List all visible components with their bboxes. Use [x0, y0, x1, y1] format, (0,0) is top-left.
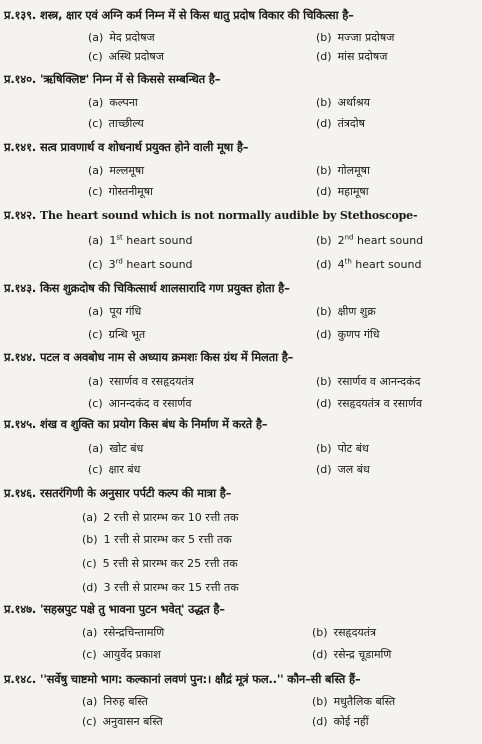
- question-text: किस शुक्रदोष की चिकित्सार्थ शालसारादि गण प्रयुक्त होता है–: [40, 281, 290, 295]
- question-text: 'ऋषिक्लिष्ट' निम्न में से किससे सम्बन्धित है–: [40, 72, 221, 86]
- option-text: 3rd heart sound: [108, 257, 193, 271]
- option-label: (c): [88, 185, 103, 198]
- answer-option[interactable]: [316, 441, 369, 456]
- option-text: मेद प्रदोषज: [109, 31, 155, 44]
- answer-option[interactable]: [312, 694, 395, 709]
- answer-option[interactable]: [316, 257, 421, 271]
- option-text: मल्लमूषा: [109, 164, 145, 177]
- question-number: प्र.१४७.: [4, 602, 37, 616]
- question-number: प्र.१४३.: [4, 281, 37, 295]
- question-stem: [4, 602, 225, 617]
- answer-option[interactable]: [88, 462, 140, 477]
- question-stem: [4, 281, 290, 296]
- answer-option[interactable]: [88, 163, 144, 178]
- answer-option[interactable]: [88, 257, 193, 271]
- option-text: रसहृदयतंत्र: [333, 626, 377, 639]
- option-label: (d): [316, 328, 332, 341]
- option-text: महामूषा: [337, 185, 369, 198]
- option-text: मांस प्रदोषज: [337, 50, 388, 63]
- answer-option[interactable]: [312, 625, 376, 640]
- answer-option[interactable]: [88, 184, 153, 199]
- option-label: (a): [88, 442, 104, 455]
- question-number: प्र.१४४.: [4, 350, 37, 364]
- option-label: (a): [82, 695, 98, 708]
- option-text: पोट बंध: [337, 442, 369, 455]
- option-text: रसार्णव व रसहृदयतंत्र: [109, 375, 194, 388]
- option-text: मज्जा प्रदोषज: [337, 31, 395, 44]
- option-label: (b): [316, 305, 332, 318]
- option-label: (b): [316, 96, 332, 109]
- option-label: (a): [82, 511, 98, 524]
- option-label: (c): [82, 648, 97, 661]
- option-label: (c): [88, 117, 103, 130]
- option-text: अनुवासन बस्ति: [102, 715, 163, 728]
- option-label: (a): [82, 626, 98, 639]
- option-text: 2nd heart sound: [337, 233, 424, 247]
- question-text: सत्व प्रावणार्थ व शोधनार्थ प्रयुक्त होने वाली मूषा है–: [40, 140, 249, 154]
- option-label: (b): [316, 164, 332, 177]
- question-stem: [4, 672, 360, 687]
- option-text: रसहृदयतंत्र व रसार्णव: [337, 397, 423, 410]
- option-label: (a): [88, 31, 104, 44]
- option-text: अस्थि प्रदोषज: [108, 50, 164, 63]
- option-text: ग्रन्थि भूत: [108, 328, 146, 341]
- option-label: (b): [316, 233, 332, 247]
- question-stem: [4, 486, 231, 501]
- option-label: (b): [82, 533, 98, 546]
- option-text: जल बंध: [337, 463, 370, 476]
- answer-option[interactable]: [316, 462, 370, 477]
- question-stem: [4, 8, 354, 23]
- question-number: प्र.१४२.: [4, 208, 37, 222]
- option-text: रसेन्द्र चूडामणि: [333, 648, 392, 661]
- answer-option[interactable]: [316, 116, 365, 131]
- option-label: (d): [316, 185, 332, 198]
- option-label: (b): [316, 31, 332, 44]
- option-text: 5 रत्ती से प्रारम्भ कर 25 रत्ती तक: [102, 557, 238, 570]
- option-text: 1 रत्ती से प्रारम्भ कर 5 रत्ती तक: [103, 533, 232, 546]
- option-label: (d): [316, 117, 332, 130]
- option-label: (a): [88, 96, 104, 109]
- option-text: 2 रत्ती से प्रारम्भ कर 10 रत्ती तक: [103, 511, 239, 524]
- answer-option[interactable]: [88, 327, 145, 342]
- answer-option[interactable]: [88, 116, 144, 131]
- option-label: (c): [82, 715, 97, 728]
- option-label: (d): [316, 397, 332, 410]
- question-number: प्र.१४६.: [4, 486, 37, 500]
- option-label: (b): [316, 442, 332, 455]
- question-text: ''सर्वेषु चाष्टमो भाग: कल्कानां लवणं पुन:। क्षौद्रं मूत्रं फल..'' कौन–सी बस्ति हैं–: [40, 672, 361, 686]
- option-label: (d): [316, 257, 332, 271]
- option-text: गोस्तनीमूषा: [108, 185, 153, 198]
- question-text: पटल व अवबोध नाम से अध्याय क्रमशः किस ग्रंथ में मिलता है–: [40, 350, 294, 364]
- option-text: 3 रत्ती से प्रारम्भ कर 15 रत्ती तक: [103, 581, 239, 594]
- option-text: आनन्दकंद व रसार्णव: [108, 397, 192, 410]
- option-label: (d): [82, 581, 98, 594]
- answer-option[interactable]: [82, 556, 238, 571]
- question-stem: [4, 72, 220, 87]
- option-text: रसेन्द्रचिन्तामणि: [103, 626, 165, 639]
- answer-option[interactable]: [88, 233, 192, 247]
- option-label: (a): [88, 164, 104, 177]
- option-label: (d): [316, 50, 332, 63]
- answer-option[interactable]: [82, 694, 148, 709]
- option-text: 1st heart sound: [109, 233, 193, 247]
- option-text: कोई नहीं: [333, 715, 369, 728]
- answer-option[interactable]: [316, 233, 423, 247]
- question-number: प्र.१४८.: [4, 672, 37, 686]
- answer-option[interactable]: [82, 580, 239, 595]
- answer-option[interactable]: [88, 441, 143, 456]
- answer-option[interactable]: [316, 49, 387, 64]
- answer-option[interactable]: [316, 396, 422, 411]
- option-text: मधुतैलिक बस्ति: [333, 695, 396, 708]
- option-text: ताच्छील्य: [108, 117, 144, 130]
- option-text: कल्पना: [109, 96, 138, 109]
- answer-option[interactable]: [316, 374, 420, 389]
- question-text: शस्त्र, क्षार एवं अग्नि कर्म निम्न में से किस धातु प्रदोष विकार की चिकित्सा है–: [40, 8, 354, 22]
- question-text: शंख व शुक्ति का प्रयोग किस बंध के निर्माण में करते है–: [40, 417, 268, 431]
- option-label: (c): [88, 397, 103, 410]
- option-text: पूय गंधि: [109, 305, 142, 318]
- option-text: गोलमूषा: [337, 164, 370, 177]
- option-text: तंत्रदोष: [337, 117, 365, 130]
- answer-option[interactable]: [312, 647, 391, 662]
- answer-option[interactable]: [316, 327, 380, 342]
- option-text: अर्थाश्रय: [337, 96, 371, 109]
- option-text: 4th heart sound: [337, 257, 422, 271]
- question-number: प्र.१४०.: [4, 72, 37, 86]
- question-stem: [4, 140, 248, 155]
- answer-option[interactable]: [316, 30, 394, 45]
- answer-option[interactable]: [82, 625, 164, 640]
- option-text: आयुर्वेद प्रकाश: [102, 648, 161, 661]
- answer-option[interactable]: [82, 714, 163, 729]
- answer-option[interactable]: [88, 95, 138, 110]
- option-label: (d): [312, 715, 328, 728]
- question-text: The heart sound which is not normally audible by Stethoscope-: [40, 209, 418, 222]
- option-label: (a): [88, 305, 104, 318]
- option-text: क्षार बंध: [108, 463, 141, 476]
- question-stem: [4, 417, 267, 432]
- answer-option[interactable]: [316, 163, 370, 178]
- answer-option[interactable]: [88, 304, 141, 319]
- option-label: (a): [88, 375, 104, 388]
- answer-option[interactable]: [82, 647, 161, 662]
- answer-option[interactable]: [88, 30, 155, 45]
- option-label: (a): [88, 233, 104, 247]
- answer-option[interactable]: [316, 304, 376, 319]
- question-stem: [4, 208, 417, 223]
- answer-option[interactable]: [88, 396, 191, 411]
- option-label: (c): [88, 328, 103, 341]
- question-number: प्र.१३९.: [4, 8, 37, 22]
- question-number: प्र.१४५.: [4, 417, 37, 431]
- answer-option[interactable]: [316, 184, 369, 199]
- option-label: (d): [316, 463, 332, 476]
- option-label: (c): [88, 463, 103, 476]
- option-label: (b): [312, 695, 328, 708]
- option-text: क्षीण शुक्र: [337, 305, 376, 318]
- option-text: खोट बंध: [109, 442, 144, 455]
- option-text: कुणप गंधि: [337, 328, 380, 341]
- option-label: (c): [88, 50, 103, 63]
- option-label: (c): [88, 257, 103, 271]
- answer-option[interactable]: [312, 714, 369, 729]
- question-number: प्र.१४१.: [4, 140, 37, 154]
- answer-option[interactable]: [82, 510, 238, 525]
- option-text: रसार्णव व आनन्दकंद: [337, 375, 421, 388]
- question-text: 'सहस्रपुट पक्षे तु भावना पुटन भवेत्' उद्धत है–: [40, 602, 225, 616]
- option-label: (b): [312, 626, 328, 639]
- option-label: (c): [82, 557, 97, 570]
- option-label: (b): [316, 375, 332, 388]
- option-label: (d): [312, 648, 328, 661]
- question-stem: [4, 350, 293, 365]
- option-text: निरुह बस्ति: [103, 695, 148, 708]
- answer-option[interactable]: [88, 49, 164, 64]
- answer-option[interactable]: [316, 95, 370, 110]
- answer-option[interactable]: [82, 532, 232, 547]
- answer-option[interactable]: [88, 374, 194, 389]
- question-text: रसतरंगिणी के अनुसार पर्पटी कल्प की मात्रा है–: [40, 486, 232, 500]
